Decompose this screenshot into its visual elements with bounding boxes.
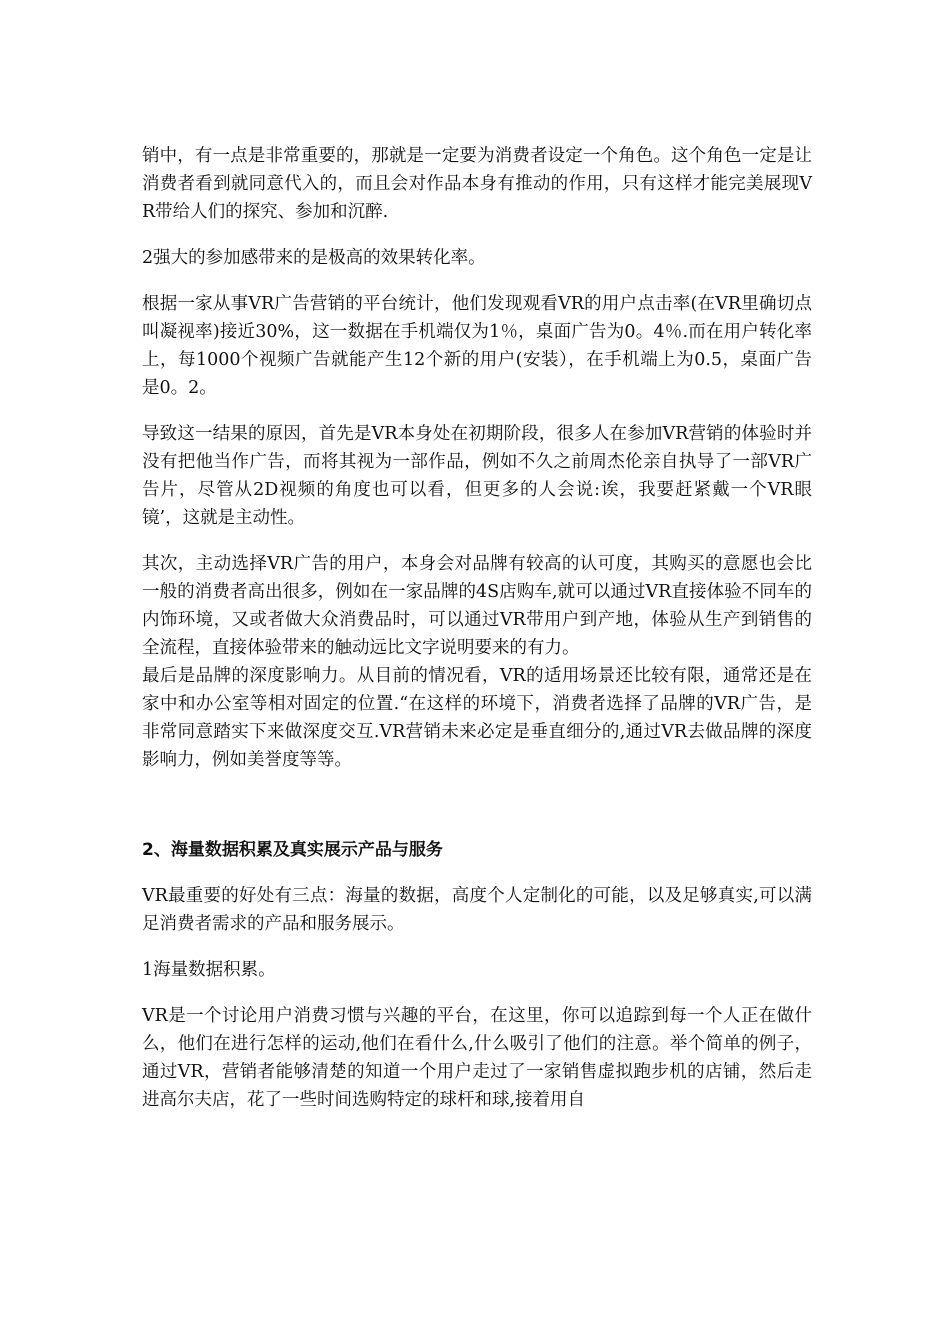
paragraph-brand-recognition: 其次，主动选择VR广告的用户，本身会对品牌有较高的认可度，其购买的意愿也会比一般的消费者高出很多，例如在一家品牌的4S店购车,就可以通过VR直接体验不同车的内饰环境，又或者做大众消费品时，可以通过VR带用户到产地，体验从生产到销售的全流程，直接体验带来的触动远比文字说明要来的有力。 (142, 554, 812, 658)
paragraph-click-rate-stats: 根据一家从事VR广告营销的平台统计，他们发现观看VR的用户点击率(在VR里确切点叫凝视率)接近30%，这一数据在手机端仅为1％，桌面广告为0。4％.而在用户转化率上，每1000个视频广告就能产生12个新的用户(安装），在手机端上为0.5，桌面广告是0。2。 (142, 294, 812, 398)
paragraph-tracking-example: VR是一个讨论用户消费习惯与兴趣的平台，在这里，你可以追踪到每一个人正在做什么，他们在进行怎样的运动,他们在看什么,什么吸引了他们的注意。举个简单的例子，通过VR，营销者能够清楚的知道一个用户走过了一家销售虚拟跑步机的店铺，然后走进高尔夫店，花了一些时间选购特定的球杆和球,接着用自 (142, 1006, 812, 1110)
paragraph-brand-influence: 最后是品牌的深度影响力。从目前的情况看，VR的适用场景还比较有限，通常还是在家中和办公室等相对固定的位置.“在这样的环境下，消费者选择了品牌的VR广告，是非常同意踏实下来做深度交互.VR营销未来必定是垂直细分的,通过VR去做品牌的深度影响力，例如美誉度等等。 (142, 666, 812, 770)
paragraph-three-benefits: VR最重要的好处有三点：海量的数据，高度个人定制化的可能，以及足够真实,可以满足消费者需求的产品和服务展示。 (142, 886, 812, 934)
paragraph-initiative: 导致这一结果的原因，首先是VR本身处在初期阶段，很多人在参加VR营销的体验时并没有把他当作广告，而将其视为一部作品，例如不久之前周杰伦亲自执导了一部VR广告片，尽管从2D视频的角度也可以看，但更多的人会说:诶，我要赶紧戴一个VR眼镜’，这就是主动性。 (142, 424, 812, 528)
paragraph-conversion-heading: 2强大的参加感带来的是极高的效果转化率。 (142, 248, 486, 268)
document-page (142, 142, 812, 1132)
paragraph-role-setting: 销中，有一点是非常重要的，那就是一定要为消费者设定一个角色。这个角色一定是让消费者看到就同意代入的，而且会对作品本身有推动的作用，只有这样才能完美展现VR带给人们的探究、参加和沉醉. (142, 146, 812, 222)
paragraph-data-accumulation-heading: 1海量数据积累。 (142, 960, 276, 980)
section-heading: 2、海量数据积累及真实展示产品与服务 (142, 840, 443, 860)
